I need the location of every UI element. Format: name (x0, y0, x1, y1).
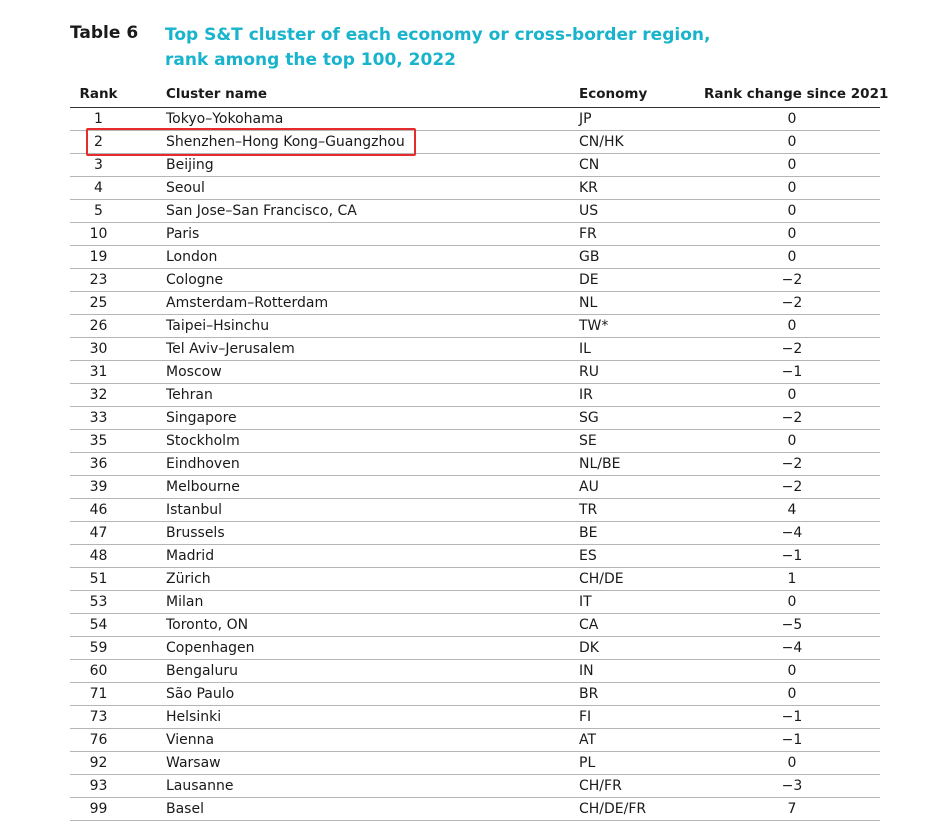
cell-rank-change: −2 (781, 479, 803, 495)
table-row (70, 315, 880, 338)
cell-rank: 2 (94, 134, 103, 150)
cell-rank: 23 (89, 272, 108, 288)
cell-economy: IN (579, 663, 594, 679)
cell-rank-change: 0 (787, 203, 797, 219)
cell-rank-change: 4 (787, 502, 797, 518)
cell-economy: US (579, 203, 599, 219)
cell-rank: 60 (89, 663, 108, 679)
cell-rank: 4 (94, 180, 103, 196)
cell-rank-change: 0 (787, 755, 797, 771)
table-row (70, 683, 880, 706)
cell-economy: KR (579, 180, 598, 196)
cell-cluster-name: Shenzhen–Hong Kong–Guangzhou (166, 134, 405, 150)
cell-rank: 19 (89, 249, 108, 265)
table-row (70, 430, 880, 453)
cell-cluster-name: Stockholm (166, 433, 240, 449)
cell-rank-change: 0 (787, 249, 797, 265)
cell-rank-change: 0 (787, 387, 797, 403)
table-row (70, 568, 880, 591)
cell-cluster-name: Paris (166, 226, 200, 242)
cell-rank-change: −5 (781, 617, 803, 633)
cell-cluster-name: Eindhoven (166, 456, 240, 472)
cell-rank: 30 (89, 341, 108, 357)
cell-economy: IL (579, 341, 591, 357)
cell-cluster-name: San Jose–San Francisco, CA (166, 203, 357, 219)
cell-rank: 48 (89, 548, 108, 564)
cell-rank-change: −2 (781, 410, 803, 426)
cell-economy: CN (579, 157, 600, 173)
table-row (70, 269, 880, 292)
header-economy: Economy (579, 86, 648, 102)
cell-rank: 59 (89, 640, 108, 656)
cell-economy: FI (579, 709, 592, 725)
table-row (70, 154, 880, 177)
cell-rank: 71 (89, 686, 108, 702)
cell-economy: NL (579, 295, 598, 311)
cell-rank-change: −4 (781, 640, 803, 656)
cell-rank: 39 (89, 479, 108, 495)
cell-rank-change: 0 (787, 134, 797, 150)
cell-economy: GB (579, 249, 600, 265)
cell-cluster-name: Lausanne (166, 778, 234, 794)
cell-rank: 32 (89, 387, 108, 403)
cell-cluster-name: Moscow (166, 364, 222, 380)
cell-rank-change: 0 (787, 663, 797, 679)
cell-cluster-name: Copenhagen (166, 640, 255, 656)
cell-rank: 47 (89, 525, 108, 541)
cell-rank-change: −2 (781, 456, 803, 472)
cell-cluster-name: Amsterdam–Rotterdam (166, 295, 329, 311)
table-row (70, 108, 880, 131)
cell-economy: NL/BE (579, 456, 621, 472)
cell-economy: CN/HK (579, 134, 624, 150)
cell-cluster-name: Istanbul (166, 502, 223, 518)
cell-rank: 76 (89, 732, 108, 748)
cell-cluster-name: Milan (166, 594, 204, 610)
cell-economy: DK (579, 640, 599, 656)
cell-rank-change: 0 (787, 594, 797, 610)
cell-cluster-name: Singapore (166, 410, 237, 426)
cell-rank: 53 (89, 594, 108, 610)
cell-rank-change: 1 (787, 571, 797, 587)
cell-rank: 92 (89, 755, 108, 771)
cell-economy: BE (579, 525, 598, 541)
table-title-line-2: rank among the top 100, 2022 (165, 50, 456, 70)
table-row (70, 131, 880, 154)
cell-rank: 99 (89, 801, 108, 817)
cell-rank: 73 (89, 709, 108, 725)
table-row (70, 775, 880, 798)
cell-cluster-name: Toronto, ON (166, 617, 249, 633)
table-row (70, 660, 880, 683)
cell-economy: SE (579, 433, 597, 449)
cell-economy: JP (579, 111, 592, 127)
cell-economy: RU (579, 364, 599, 380)
cell-rank-change: −2 (781, 272, 803, 288)
table-row (70, 476, 880, 499)
cell-cluster-name: Tehran (166, 387, 213, 403)
cell-economy: PL (579, 755, 596, 771)
cell-economy: CH/DE (579, 571, 624, 587)
cell-cluster-name: Beijing (166, 157, 214, 173)
cell-rank-change: 0 (787, 433, 797, 449)
table-row (70, 384, 880, 407)
table-row (70, 361, 880, 384)
table-row (70, 499, 880, 522)
cell-rank-change: −1 (781, 732, 803, 748)
cluster-table (70, 83, 889, 821)
cell-economy: FR (579, 226, 597, 242)
table-row (70, 752, 880, 775)
cell-rank: 46 (89, 502, 108, 518)
cell-cluster-name: Zürich (166, 571, 211, 587)
cell-rank: 26 (89, 318, 108, 334)
cell-economy: IR (579, 387, 593, 403)
cell-rank: 93 (89, 778, 108, 794)
cell-rank: 31 (89, 364, 108, 380)
cell-rank: 36 (89, 456, 108, 472)
cell-economy: TW* (579, 318, 609, 334)
cell-cluster-name: Bengaluru (166, 663, 238, 679)
cell-rank-change: 0 (787, 686, 797, 702)
cell-cluster-name: Vienna (166, 732, 215, 748)
cell-cluster-name: Helsinki (166, 709, 222, 725)
cell-cluster-name: Basel (166, 801, 204, 817)
table-row (70, 246, 880, 269)
table-body (70, 108, 880, 821)
header-cluster-name: Cluster name (166, 86, 268, 102)
cell-rank: 1 (94, 111, 103, 127)
cell-economy: DE (579, 272, 599, 288)
cell-economy: AT (579, 732, 597, 748)
table-row (70, 223, 880, 246)
cell-cluster-name: Seoul (166, 180, 205, 196)
cell-economy: CA (579, 617, 599, 633)
cell-economy: CH/FR (579, 778, 622, 794)
table-row (70, 729, 880, 752)
cell-cluster-name: London (166, 249, 218, 265)
table-row (70, 522, 880, 545)
table-row (70, 706, 880, 729)
table-row (70, 338, 880, 361)
table-row (70, 637, 880, 660)
table-row (70, 798, 880, 821)
cell-rank: 25 (89, 295, 108, 311)
cell-economy: BR (579, 686, 599, 702)
cell-rank-change: 0 (787, 318, 797, 334)
cell-economy: AU (579, 479, 599, 495)
cell-economy: TR (579, 502, 598, 518)
table-row (70, 200, 880, 223)
cell-cluster-name: Madrid (166, 548, 215, 564)
table-row (70, 453, 880, 476)
cell-rank-change: −1 (781, 364, 803, 380)
table-row (70, 591, 880, 614)
cell-economy: CH/DE/FR (579, 801, 647, 817)
cell-cluster-name: Tokyo–Yokohama (166, 111, 284, 127)
table-header (70, 83, 889, 108)
cell-cluster-name: São Paulo (166, 686, 235, 702)
cell-rank-change: −4 (781, 525, 803, 541)
cell-rank-change: −2 (781, 295, 803, 311)
cell-rank-change: 0 (787, 111, 797, 127)
cell-rank-change: −1 (781, 548, 803, 564)
cell-rank-change: −2 (781, 341, 803, 357)
cell-rank: 54 (89, 617, 108, 633)
cell-cluster-name: Cologne (166, 272, 224, 288)
cell-rank: 35 (89, 433, 108, 449)
cell-cluster-name: Taipei–Hsinchu (166, 318, 270, 334)
table-row (70, 292, 880, 315)
cell-rank-change: −3 (781, 778, 803, 794)
cell-rank-change: −1 (781, 709, 803, 725)
table-row (70, 614, 880, 637)
cell-rank-change: 0 (787, 226, 797, 242)
cell-rank: 51 (89, 571, 108, 587)
cell-cluster-name: Brussels (166, 525, 225, 541)
header-rank-change: Rank change since 2021 (704, 86, 889, 102)
table-title-line-1: Top S&T cluster of each economy or cross-border region, (165, 25, 711, 45)
table-row (70, 545, 880, 568)
cell-rank: 10 (89, 226, 108, 242)
cell-rank: 33 (89, 410, 108, 426)
table-row (70, 407, 880, 430)
cell-rank-change: 7 (787, 801, 797, 817)
cell-economy: ES (579, 548, 597, 564)
cell-cluster-name: Warsaw (166, 755, 221, 771)
cell-rank: 5 (94, 203, 103, 219)
cell-economy: IT (579, 594, 592, 610)
cell-rank-change: 0 (787, 180, 797, 196)
cell-rank: 3 (94, 157, 103, 173)
cell-rank-change: 0 (787, 157, 797, 173)
cell-economy: SG (579, 410, 599, 426)
table-row (70, 177, 880, 200)
table-title (165, 23, 725, 73)
cell-cluster-name: Melbourne (166, 479, 240, 495)
header-rank: Rank (79, 86, 118, 102)
table-number: Table 6 (70, 23, 139, 43)
cell-cluster-name: Tel Aviv–Jerusalem (166, 341, 295, 357)
